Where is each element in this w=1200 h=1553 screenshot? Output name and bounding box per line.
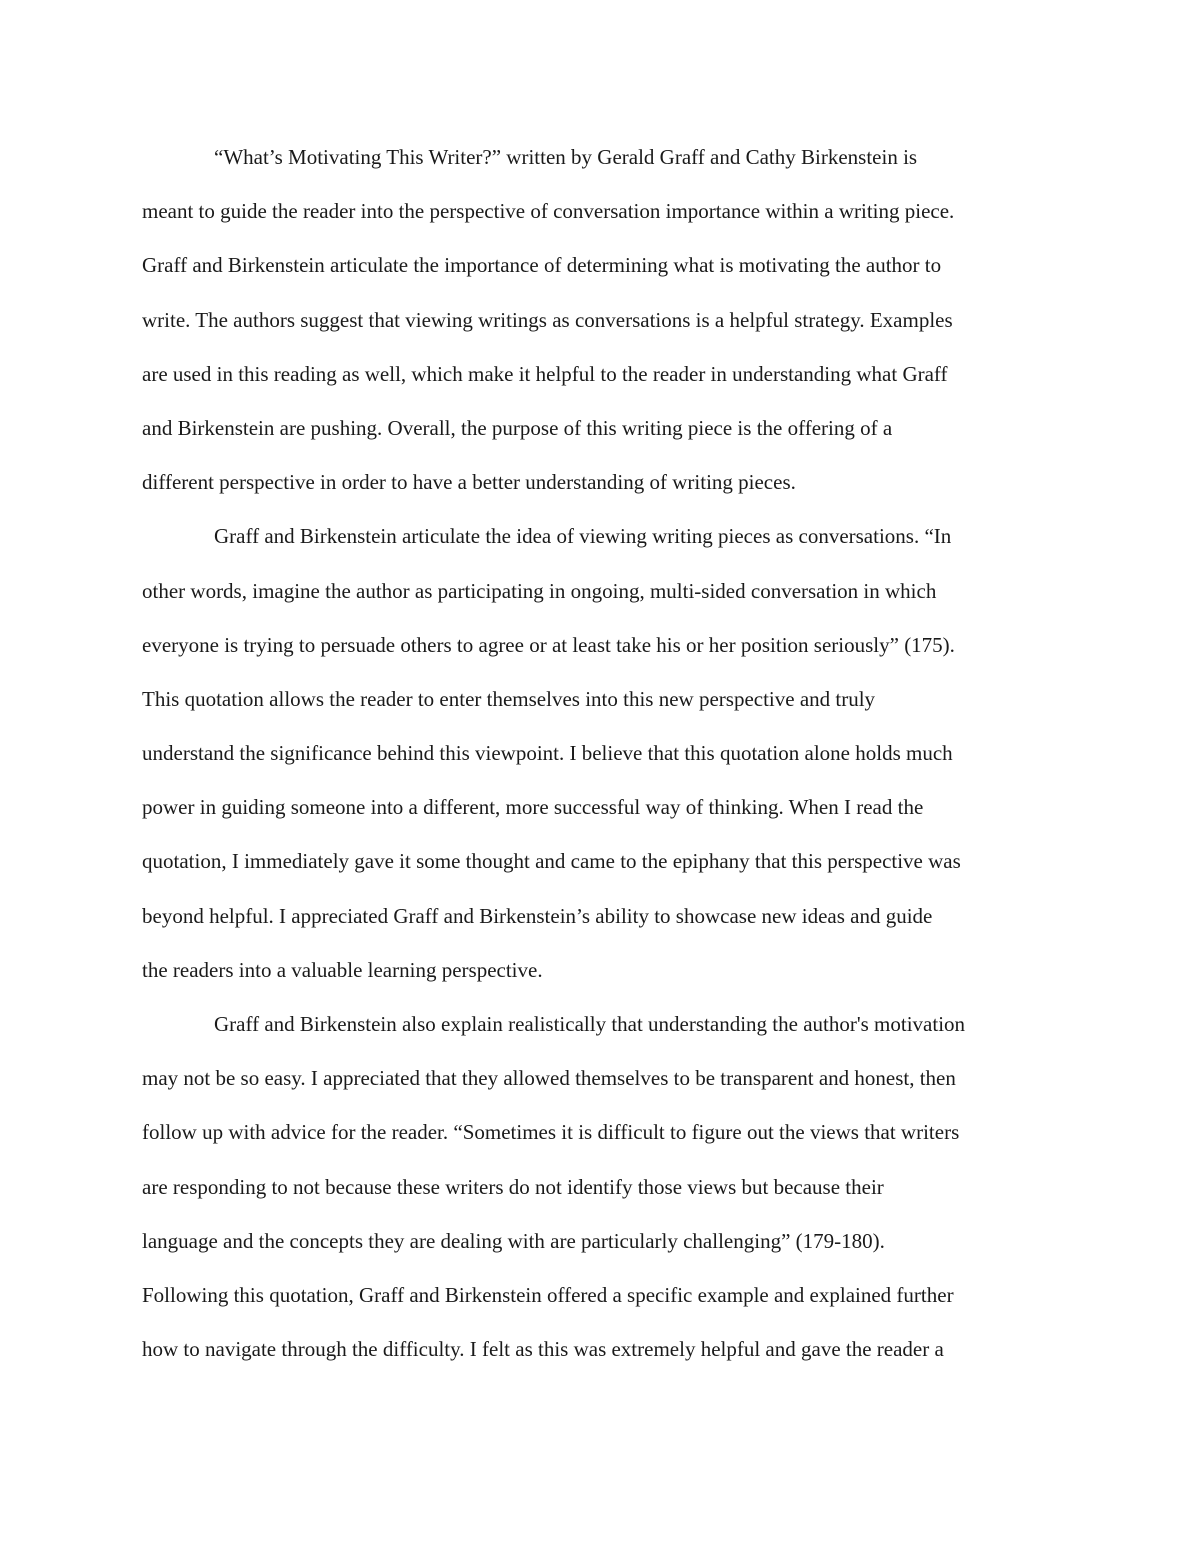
- paragraph-2-line-3: everyone is trying to persuade others to agree or at least take his or her position seriously” (175).: [142, 632, 955, 657]
- paragraph-2-line-7: quotation, I immediately gave it some thought and came to the epiphany that this perspective was: [142, 849, 961, 874]
- paragraph-2-line-2: other words, imagine the author as participating in ongoing, multi-sided conversation in which: [142, 578, 937, 603]
- paragraph-3-line-6: Following this quotation, Graff and Birkenstein offered a specific example and explained further: [142, 1282, 954, 1307]
- paragraph-1-line-1: “What’s Motivating This Writer?” written by Gerald Graff and Cathy Birkenstein is: [214, 145, 918, 169]
- paragraph-1-line-5: are used in this reading as well, which make it helpful to the reader in understanding what Graff: [142, 361, 948, 386]
- paragraph-3-line-1: Graff and Birkenstein also explain realistically that understanding the author's motivation: [214, 1012, 966, 1036]
- paragraph-3-line-3: follow up with advice for the reader. “Sometimes it is difficult to figure out the views that writers: [142, 1120, 960, 1145]
- document-body: [142, 130, 1072, 1376]
- paragraph-2-line-6: power in guiding someone into a different, more successful way of thinking. When I read the: [142, 795, 924, 820]
- paragraph-3-line-4: are responding to not because these writers do not identify those views but because their: [142, 1174, 884, 1199]
- paragraph-1-line-2: meant to guide the reader into the perspective of conversation importance within a writing piece.: [142, 199, 955, 224]
- paragraph-1-line-4: write. The authors suggest that viewing writings as conversations is a helpful strategy. Examples: [142, 307, 953, 332]
- paragraph-2-line-9: the readers into a valuable learning perspective.: [142, 957, 543, 982]
- paragraph-3-line-5: language and the concepts they are dealing with are particularly challenging” (179-180).: [142, 1228, 885, 1253]
- paragraph-1-line-7: different perspective in order to have a better understanding of writing pieces.: [142, 470, 796, 495]
- paragraph-3-line-2: may not be so easy. I appreciated that they allowed themselves to be transparent and honest, then: [142, 1066, 956, 1091]
- paragraph-1-line-3: Graff and Birkenstein articulate the importance of determining what is motivating the author to: [142, 253, 942, 278]
- paragraph-2-line-1: Graff and Birkenstein articulate the idea of viewing writing pieces as conversations. “In: [214, 524, 952, 549]
- paragraph-2-line-5: understand the significance behind this viewpoint. I believe that this quotation alone holds much: [142, 741, 953, 766]
- paragraph-2-line-4: This quotation allows the reader to enter themselves into this new perspective and truly: [142, 686, 876, 711]
- paragraph-2-line-8: beyond helpful. I appreciated Graff and Birkenstein’s ability to showcase new ideas and guide: [142, 903, 933, 928]
- paragraph-1-line-6: and Birkenstein are pushing. Overall, the purpose of this writing piece is the offering of a: [142, 415, 893, 440]
- paragraph-3-line-7: how to navigate through the difficulty. I felt as this was extremely helpful and gave the reader a: [142, 1337, 944, 1362]
